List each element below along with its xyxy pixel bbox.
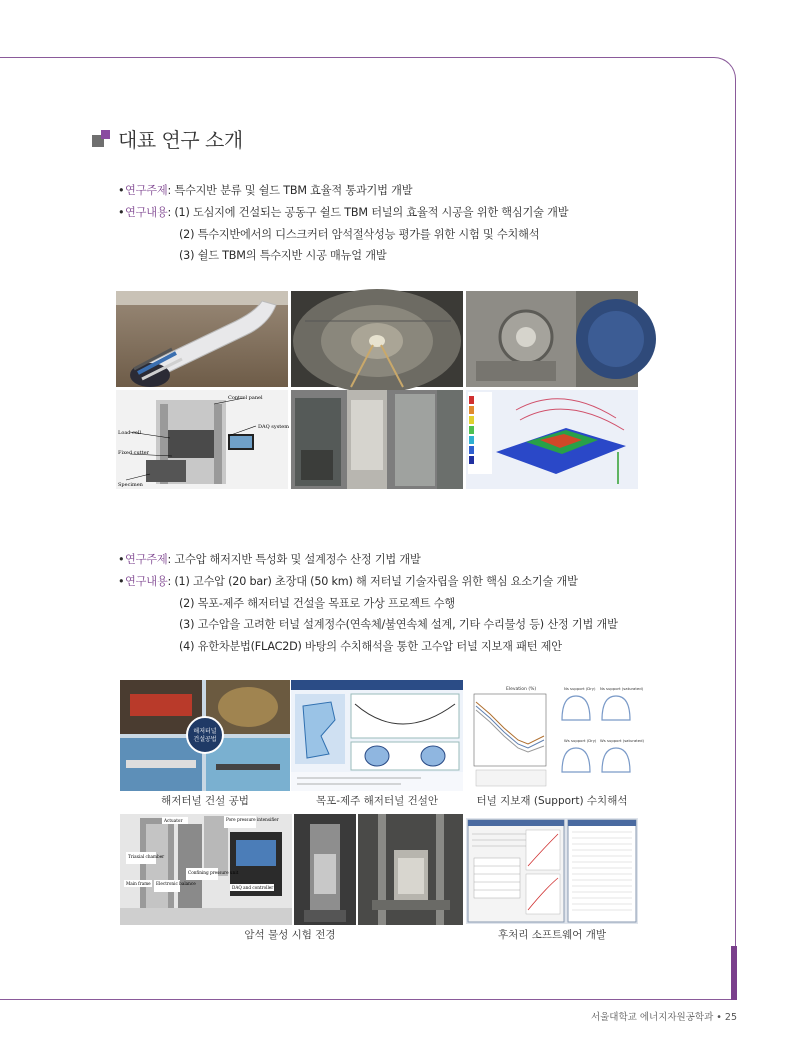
research-block-1: [118, 180, 568, 267]
bullet-icon: •: [118, 205, 125, 219]
label-control-panel: Control panel: [228, 395, 263, 401]
chart-label-ws-dry: Ws support (Dry): [564, 738, 597, 743]
photo-rock-property-test-lab: [120, 814, 292, 925]
photo-triaxial-machine: [358, 814, 463, 925]
content-line-3: (3) 쉴드 TBM의 특수지반 시공 매뉴얼 개발: [179, 249, 387, 263]
topic-label: 연구주제: [125, 184, 168, 197]
photo-rock-cutting-test: [291, 390, 463, 489]
content-line: [118, 571, 618, 593]
image-numerical-cutting-simulation: [466, 390, 638, 489]
heading-title: 대표 연구 소개: [118, 128, 243, 152]
label-specimen: Specimen: [118, 482, 143, 488]
badge-line-2: 건설공법: [193, 736, 217, 743]
content-line-2: (2) 목포-제주 해저터널 건설을 목표로 가상 프로젝트 수행: [179, 596, 455, 610]
label-actuator: Actuator: [164, 818, 183, 823]
caption-support-analysis: 터널 지보재 (Support) 수치해석: [476, 795, 628, 807]
content-line-3: (3) 고수압을 고려한 터널 설계정수(연속체/불연속체 설계, 기타 수리물성 등) 산정 기법 개발: [179, 618, 618, 632]
photo-triaxial-cell: [294, 814, 356, 925]
research-block-2: [118, 549, 618, 658]
frame-accent-bar: [731, 946, 737, 1000]
content-line-1: : (1) 도심지에 건설되는 공동구 쉴드 TBM 터널의 효율적 시공을 위한 핵심기술 개발: [167, 205, 569, 219]
label-triaxial: Triaxial chamber: [128, 854, 165, 859]
label-daq-controller: DAQ and controller: [232, 885, 274, 890]
photo-tbm-cutterhead: [466, 291, 638, 387]
caption-construction-methods: 해저터널 건설 공법: [161, 795, 249, 807]
chart-title: Elevation (%): [506, 687, 537, 692]
content-line-2: (2) 특수지반에서의 디스크커터 암석절삭성능 평가를 위한 시험 및 수치해석: [179, 227, 540, 241]
content-line-1: : (1) 고수압 (20 bar) 초장대 (50 km) 해 저터널 기술자립을 위한 핵심 요소기술 개발: [167, 574, 578, 588]
topic-line: [118, 549, 618, 571]
caption-rock-test: 암석 물성 시험 전경: [244, 929, 336, 941]
bullet-icon: •: [118, 553, 125, 566]
bullet-icon: •: [118, 184, 125, 197]
label-confining: Confining pressure unit: [188, 870, 239, 875]
content-label: 연구내용: [125, 574, 168, 588]
label-electronic-balance: Electronic balance: [156, 881, 196, 886]
chart-label-ws-sat: Ws support (saturated): [600, 738, 645, 743]
screenshot-post-processing-software: [466, 818, 638, 924]
collage-subsea-tunnel-methods: [120, 680, 290, 791]
photo-utility-tunnel-render: [116, 291, 288, 387]
badge-line-1: 해저터널: [193, 728, 217, 735]
content-label: 연구내용: [125, 205, 168, 219]
bullet-icon: •: [118, 574, 125, 588]
content-line-4: (4) 유한차분법(FLAC2D) 바탕의 수치해석을 통한 고수압 터널 지보재 패턴 제안: [179, 640, 562, 654]
photo-tbm-tunnel-interior: [291, 291, 463, 387]
topic-text: : 특수지반 분류 및 쉴드 TBM 효율적 통과기법 개발: [167, 184, 413, 197]
topic-text: : 고수압 해저지반 특성화 및 설계정수 산정 기법 개발: [167, 553, 421, 566]
page-footer: 서울대학교 에너지자원공학과 • 25: [590, 1012, 737, 1023]
label-main-frame: Main frame: [126, 881, 151, 886]
chart-label-ns-sat: Ns support (saturated): [600, 686, 644, 691]
topic-line: [118, 180, 568, 202]
topic-label: 연구주제: [125, 553, 168, 566]
label-load-cell: Load cell: [118, 430, 142, 436]
caption-route-plan: 목포-제주 해저터널 건설안: [315, 795, 439, 807]
caption-software: 후처리 소프트웨어 개발: [497, 929, 607, 941]
chart-label-ns-dry: Ns support (Dry): [564, 686, 596, 691]
section-heading: [92, 124, 243, 153]
content-line: [118, 202, 568, 224]
label-pore-pressure: Pore pressure intensifier: [226, 817, 279, 822]
photo-linear-cutting-machine: [116, 390, 288, 489]
label-daq-system: DAQ system: [258, 424, 289, 430]
chart-tunnel-support-analysis: [466, 680, 645, 791]
heading-square-icon: [92, 130, 110, 148]
diagram-mokpo-jeju-plan: [291, 680, 463, 791]
label-fixed-cutter: Fixed cutter: [118, 450, 150, 456]
